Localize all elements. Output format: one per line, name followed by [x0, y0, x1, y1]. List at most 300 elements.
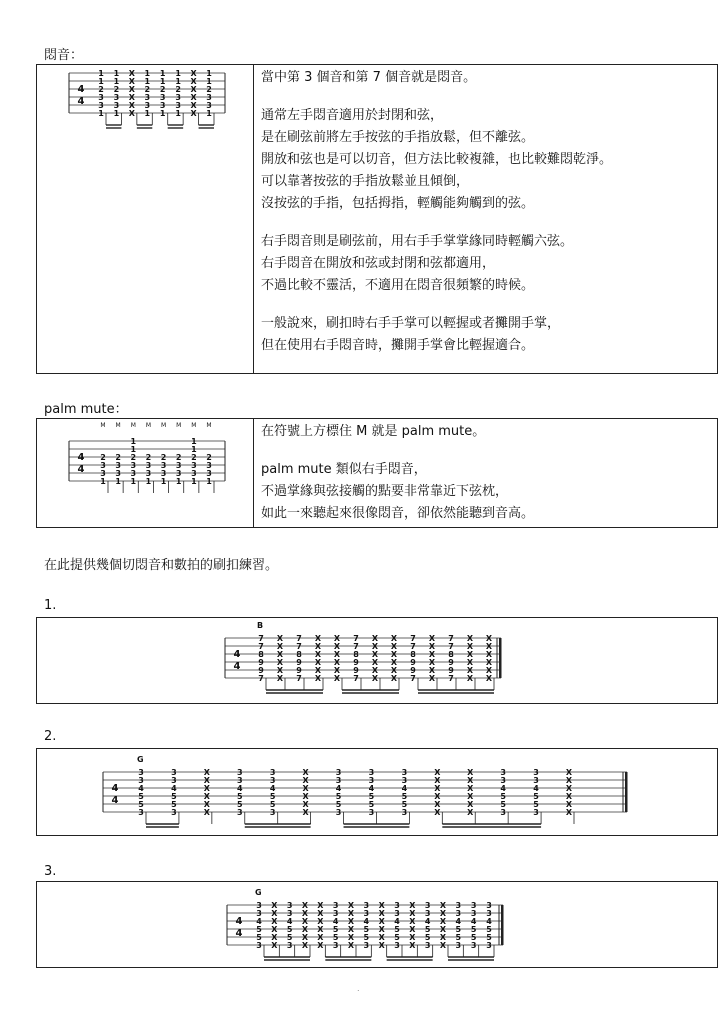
fret-number: 7	[258, 642, 264, 651]
fret-number: 1	[160, 477, 167, 486]
fret-number: 5	[236, 800, 243, 809]
muted-string-mark: X	[409, 909, 416, 918]
fret-number: 3	[115, 469, 121, 478]
explanation-line: 在符號上方標住 M 就是 palm mute。	[261, 424, 486, 439]
muted-string-mark: X	[428, 650, 436, 659]
fret-number: 3	[138, 776, 144, 785]
fret-number: 4	[486, 917, 492, 926]
explanation-line: 當中第 3 個音和第 7 個音就是悶音。	[261, 70, 477, 85]
muted-string-mark: X	[203, 792, 210, 801]
explanation-line: 一般說來，刷扣時右手手掌可以輕握或者攤開手掌，	[261, 316, 561, 331]
fret-number: 3	[98, 101, 104, 110]
fret-number: 5	[533, 792, 539, 801]
fret-number: 5	[256, 933, 262, 942]
fret-number: 5	[470, 933, 477, 942]
fret-number: 5	[500, 800, 506, 809]
fret-number: 3	[206, 93, 212, 102]
fret-number: 3	[130, 461, 137, 470]
time-signature-bottom: 4	[77, 96, 85, 107]
fret-number: 3	[256, 941, 262, 950]
fret-number: 3	[175, 101, 181, 110]
fret-number: 3	[98, 93, 104, 102]
exercise-box-2	[36, 748, 718, 836]
fret-number: 3	[256, 901, 262, 910]
muted-string-mark: X	[466, 650, 474, 659]
fret-number: 3	[470, 909, 477, 918]
fret-number: 1	[98, 69, 104, 78]
muted-string-mark: X	[439, 917, 447, 926]
fret-number: 5	[269, 792, 276, 801]
muted-string-mark: X	[434, 768, 441, 777]
fret-number: 7	[296, 634, 302, 643]
fret-number: 5	[335, 800, 342, 809]
fret-number: 4	[368, 784, 375, 793]
exercise-box-3	[36, 881, 718, 968]
fret-number: 3	[145, 469, 152, 478]
muted-string-mark: X	[276, 650, 284, 659]
fret-number: 3	[269, 768, 276, 777]
muted-string-mark: X	[128, 101, 135, 110]
fret-number: 3	[138, 768, 144, 777]
fret-number: 4	[269, 784, 276, 793]
muted-string-mark: X	[565, 792, 573, 801]
muted-string-mark: X	[314, 666, 322, 675]
fret-number: 3	[206, 469, 212, 478]
fret-number: 1	[159, 109, 166, 118]
fret-number: 3	[236, 768, 243, 777]
muted-string-mark: X	[485, 674, 493, 683]
fret-number: 5	[394, 933, 400, 942]
exercise-number-2: 2.	[44, 729, 57, 744]
fret-number: 3	[145, 461, 152, 470]
fret-number: 5	[470, 925, 477, 934]
fret-number: 2	[206, 453, 212, 462]
exercise-box-1	[36, 617, 718, 704]
muted-string-mark: X	[428, 666, 436, 675]
muted-string-mark: X	[347, 925, 355, 934]
fret-number: 3	[160, 461, 167, 470]
muted-string-mark: X	[434, 808, 441, 817]
muted-string-mark: X	[390, 642, 398, 651]
muted-string-mark: X	[301, 917, 309, 926]
muted-string-mark: X	[203, 800, 210, 809]
muted-string-mark: X	[301, 941, 309, 950]
fret-number: 2	[100, 453, 106, 462]
fret-number: 3	[486, 909, 492, 918]
muted-string-mark: X	[371, 666, 379, 675]
muted-string-mark: X	[565, 776, 573, 785]
fret-number: 4	[455, 917, 462, 926]
tab-final-barline	[499, 638, 502, 678]
muted-string-mark: X	[314, 642, 322, 651]
muted-string-mark: X	[485, 650, 493, 659]
fret-number: 3	[191, 461, 197, 470]
muted-string-mark: X	[347, 909, 355, 918]
muted-string-mark: X	[301, 909, 309, 918]
muted-string-mark: X	[565, 808, 573, 817]
chord-name: B	[257, 621, 264, 630]
muted-string-mark: X	[128, 77, 135, 86]
fret-number: 1	[191, 445, 197, 454]
fret-number: 9	[258, 658, 264, 667]
fret-number: 7	[258, 674, 264, 683]
muted-string-mark: X	[190, 109, 197, 118]
fret-number: 3	[175, 93, 181, 102]
exercise-tab-3	[37, 882, 717, 967]
fret-number: 1	[130, 445, 137, 454]
palm-mute-tab-staff	[37, 419, 251, 509]
fret-number: 9	[296, 666, 302, 675]
muted-string-mark: X	[271, 901, 278, 910]
fret-number: 1	[206, 477, 212, 486]
palm-mute-marker: M	[115, 422, 121, 429]
fret-number: 2	[145, 453, 152, 462]
muted-string-mark: X	[314, 650, 322, 659]
fret-number: 3	[401, 808, 408, 817]
fret-number: 1	[191, 437, 197, 446]
palm-mute-marker: M	[130, 422, 136, 429]
fret-number: 1	[145, 477, 152, 486]
fret-number: 4	[236, 784, 243, 793]
fret-number: 3	[171, 768, 177, 777]
fret-number: 9	[410, 666, 416, 675]
footer-mark: .	[357, 984, 360, 993]
fret-number: 1	[191, 477, 197, 486]
fret-number: 3	[115, 461, 121, 470]
time-signature-bottom: 4	[111, 795, 119, 806]
muted-string-mark: X	[317, 909, 324, 918]
fret-number: 3	[363, 941, 370, 950]
muted-string-mark: X	[347, 917, 355, 926]
muted-string-mark: X	[378, 917, 385, 926]
muted-string-mark: X	[466, 666, 474, 675]
tab-final-barline	[501, 905, 504, 945]
fret-number: 3	[175, 469, 182, 478]
mute-tab-staff	[37, 65, 251, 145]
muted-string-mark: X	[347, 901, 355, 910]
muted-string-mark: X	[347, 941, 355, 950]
muted-string-mark: X	[390, 634, 398, 643]
fret-number: 3	[100, 461, 106, 470]
fret-number: 5	[138, 792, 144, 801]
exercise-tab-1	[37, 618, 717, 703]
fret-number: 2	[115, 453, 121, 462]
muted-string-mark: X	[190, 77, 197, 86]
fret-number: 3	[368, 776, 375, 785]
muted-string-mark: X	[371, 674, 379, 683]
fret-number: 3	[335, 776, 342, 785]
fret-number: 5	[286, 925, 293, 934]
fret-number: 3	[486, 901, 492, 910]
muted-string-mark: X	[301, 933, 309, 942]
fret-number: 3	[206, 461, 212, 470]
time-signature-bottom: 4	[233, 661, 241, 672]
fret-number: 3	[401, 768, 408, 777]
fret-number: 3	[368, 808, 375, 817]
fret-number: 5	[401, 800, 408, 809]
fret-number: 3	[332, 901, 339, 910]
muted-string-mark: X	[378, 925, 385, 934]
chord-name: G	[137, 755, 144, 764]
palm-mute-marker: M	[176, 422, 182, 429]
fret-number: 3	[500, 776, 506, 785]
fret-number: 3	[113, 93, 120, 102]
muted-string-mark: X	[302, 792, 309, 801]
muted-string-mark: X	[467, 792, 474, 801]
muted-string-mark: X	[467, 784, 474, 793]
muted-string-mark: X	[428, 674, 436, 683]
muted-string-mark: X	[347, 933, 355, 942]
fret-number: 7	[410, 642, 416, 651]
fret-number: 1	[175, 69, 181, 78]
fret-number: 4	[394, 917, 400, 926]
muted-string-mark: X	[466, 642, 474, 651]
fret-number: 3	[363, 909, 370, 918]
muted-string-mark: X	[203, 784, 210, 793]
muted-string-mark: X	[467, 800, 474, 809]
fret-number: 3	[335, 768, 342, 777]
fret-number: 5	[256, 925, 262, 934]
fret-number: 8	[410, 650, 416, 659]
fret-number: 3	[236, 808, 243, 817]
muted-string-mark: X	[378, 909, 385, 918]
muted-string-mark: X	[314, 658, 322, 667]
muted-string-mark: X	[390, 666, 398, 675]
muted-string-mark: X	[428, 642, 436, 651]
explanation-line: 不過掌緣與弦接觸的點要非常靠近下弦枕，	[261, 484, 509, 499]
muted-string-mark: X	[409, 933, 416, 942]
fret-number: 7	[410, 674, 416, 683]
explanation-line: 如此一來聽起來很像悶音，卻依然能聽到音高。	[261, 506, 535, 521]
fret-number: 1	[159, 77, 166, 86]
muted-string-mark: X	[128, 109, 135, 118]
fret-number: 3	[286, 901, 293, 910]
time-signature-top: 4	[233, 649, 241, 660]
fret-number: 5	[368, 792, 375, 801]
fret-number: 1	[144, 109, 151, 118]
fret-number: 5	[486, 933, 492, 942]
fret-number: 3	[486, 941, 492, 950]
fret-number: 2	[98, 85, 104, 94]
muted-string-mark: X	[203, 808, 210, 817]
fret-number: 3	[160, 469, 167, 478]
fret-number: 2	[175, 85, 181, 94]
fret-number: 2	[144, 85, 151, 94]
fret-number: 4	[332, 917, 339, 926]
fret-number: 2	[206, 85, 212, 94]
fret-number: 3	[159, 101, 166, 110]
fret-number: 1	[159, 69, 166, 78]
fret-number: 1	[206, 109, 212, 118]
muted-string-mark: X	[485, 666, 493, 675]
exercise-number-1: 1.	[44, 598, 57, 613]
muted-string-mark: X	[190, 93, 197, 102]
fret-number: 1	[206, 77, 212, 86]
fret-number: 7	[353, 634, 359, 643]
explanation-line: 但在使用右手悶音時，攤開手掌會比輕握適合。	[261, 338, 535, 353]
time-signature-top: 4	[111, 783, 119, 794]
fret-number: 3	[500, 768, 506, 777]
fret-number: 9	[410, 658, 416, 667]
muted-string-mark: X	[203, 768, 210, 777]
fret-number: 3	[171, 808, 177, 817]
palm-mute-explanation-box	[36, 418, 718, 528]
fret-number: 4	[500, 784, 506, 793]
exercise-intro: 在此提供幾個切悶音和數拍的刷扣練習。	[44, 558, 279, 573]
fret-number: 5	[455, 925, 462, 934]
fret-number: 5	[368, 800, 375, 809]
fret-number: 5	[236, 792, 243, 801]
fret-number: 1	[113, 69, 120, 78]
fret-number: 3	[171, 776, 177, 785]
muted-string-mark: X	[409, 917, 416, 926]
fret-number: 3	[533, 768, 539, 777]
fret-number: 3	[470, 941, 477, 950]
fret-number: 3	[368, 768, 375, 777]
explanation-line: 通常左手悶音適用於封閉和弦，	[261, 108, 444, 123]
fret-number: 5	[171, 792, 177, 801]
fret-number: 5	[363, 933, 370, 942]
explanation-line: 右手悶音在開放和弦或封閉和弦都適用，	[261, 256, 496, 271]
fret-number: 4	[286, 917, 293, 926]
fret-number: 3	[394, 909, 400, 918]
muted-string-mark: X	[466, 634, 474, 643]
fret-number: 1	[175, 109, 181, 118]
time-signature-top: 4	[235, 916, 243, 927]
fret-number: 3	[191, 469, 197, 478]
muted-string-mark: X	[439, 925, 447, 934]
fret-number: 5	[332, 933, 339, 942]
fret-number: 3	[256, 909, 262, 918]
fret-number: 9	[296, 658, 302, 667]
fret-number: 9	[448, 658, 454, 667]
muted-string-mark: X	[190, 101, 197, 110]
explanation-line: 是在刷弦前將左手按弦的手指放鬆，但不離弦。	[261, 130, 535, 145]
muted-string-mark: X	[301, 901, 309, 910]
fret-number: 1	[175, 77, 181, 86]
muted-string-mark: X	[434, 800, 441, 809]
fret-number: 3	[100, 469, 106, 478]
fret-number: 3	[286, 941, 293, 950]
muted-string-mark: X	[390, 658, 398, 667]
fret-number: 8	[296, 650, 302, 659]
muted-string-mark: X	[439, 933, 447, 942]
muted-string-mark: X	[434, 776, 441, 785]
fret-number: 7	[296, 642, 302, 651]
muted-string-mark: X	[466, 658, 474, 667]
muted-string-mark: X	[378, 901, 385, 910]
muted-string-mark: X	[271, 909, 278, 918]
fret-number: 9	[448, 666, 454, 675]
fret-number: 3	[470, 901, 477, 910]
fret-number: 4	[401, 784, 408, 793]
muted-string-mark: X	[409, 925, 416, 934]
fret-number: 4	[335, 784, 342, 793]
fret-number: 3	[401, 776, 408, 785]
fret-number: 2	[159, 85, 166, 94]
fret-number: 1	[144, 69, 151, 78]
fret-number: 1	[98, 77, 104, 86]
fret-number: 3	[424, 909, 431, 918]
fret-number: 5	[533, 800, 539, 809]
muted-string-mark: X	[333, 666, 341, 675]
fret-number: 5	[363, 925, 370, 934]
fret-number: 3	[286, 909, 293, 918]
tab-final-barline	[625, 772, 628, 812]
fret-number: 3	[130, 469, 137, 478]
fret-number: 8	[448, 650, 454, 659]
fret-number: 1	[115, 477, 121, 486]
muted-string-mark: X	[128, 93, 135, 102]
fret-number: 8	[258, 650, 264, 659]
muted-string-mark: X	[301, 925, 309, 934]
fret-number: 3	[533, 776, 539, 785]
fret-number: 2	[130, 453, 137, 462]
muted-string-mark: X	[276, 674, 284, 683]
muted-string-mark: X	[467, 768, 474, 777]
explanation-line: 沒按弦的手指，包括拇指，輕觸能夠觸到的弦。	[261, 196, 535, 211]
fret-number: 3	[455, 909, 462, 918]
muted-string-mark: X	[333, 650, 341, 659]
chord-name: G	[255, 888, 262, 897]
muted-string-mark: X	[271, 925, 278, 934]
muted-string-mark: X	[302, 808, 309, 817]
fret-number: 4	[363, 917, 370, 926]
explanation-line: 開放和弦也是可以切音，但方法比較複雜，也比較難悶乾淨。	[261, 152, 613, 167]
fret-number: 5	[486, 925, 492, 934]
fret-number: 9	[258, 666, 264, 675]
fret-number: 5	[286, 933, 293, 942]
muted-string-mark: X	[302, 776, 309, 785]
palm-mute-marker: M	[191, 422, 197, 429]
exercise-number-3: 3.	[44, 864, 57, 879]
fret-number: 1	[100, 477, 106, 486]
fret-number: 3	[159, 93, 166, 102]
muted-string-mark: X	[467, 776, 474, 785]
muted-string-mark: X	[565, 768, 573, 777]
explanation-line: 右手悶音則是刷弦前，用右手手掌掌緣同時輕觸六弦。	[261, 234, 574, 249]
fret-number: 3	[363, 901, 370, 910]
muted-string-mark: X	[333, 642, 341, 651]
time-signature-top: 4	[77, 452, 85, 463]
muted-string-mark: X	[434, 792, 441, 801]
muted-string-mark: X	[317, 901, 324, 910]
muted-string-mark: X	[371, 658, 379, 667]
fret-number: 3	[236, 776, 243, 785]
fret-number: 4	[138, 784, 144, 793]
fret-number: 5	[455, 933, 462, 942]
fret-number: 3	[335, 808, 342, 817]
fret-number: 3	[138, 808, 144, 817]
muted-string-mark: X	[317, 941, 324, 950]
fret-number: 4	[171, 784, 177, 793]
time-signature-bottom: 4	[235, 928, 243, 939]
muted-string-mark: X	[302, 768, 309, 777]
fret-number: 7	[448, 642, 454, 651]
muted-string-mark: X	[485, 642, 493, 651]
muted-string-mark: X	[378, 941, 385, 950]
muted-string-mark: X	[271, 917, 278, 926]
palm-mute-marker: M	[100, 422, 106, 429]
muted-string-mark: X	[333, 634, 341, 643]
fret-number: 5	[401, 792, 408, 801]
time-signature-top: 4	[77, 84, 85, 95]
fret-number: 1	[144, 77, 151, 86]
muted-string-mark: X	[378, 933, 385, 942]
muted-string-mark: X	[565, 800, 573, 809]
muted-string-mark: X	[271, 941, 278, 950]
fret-number: 7	[448, 634, 454, 643]
